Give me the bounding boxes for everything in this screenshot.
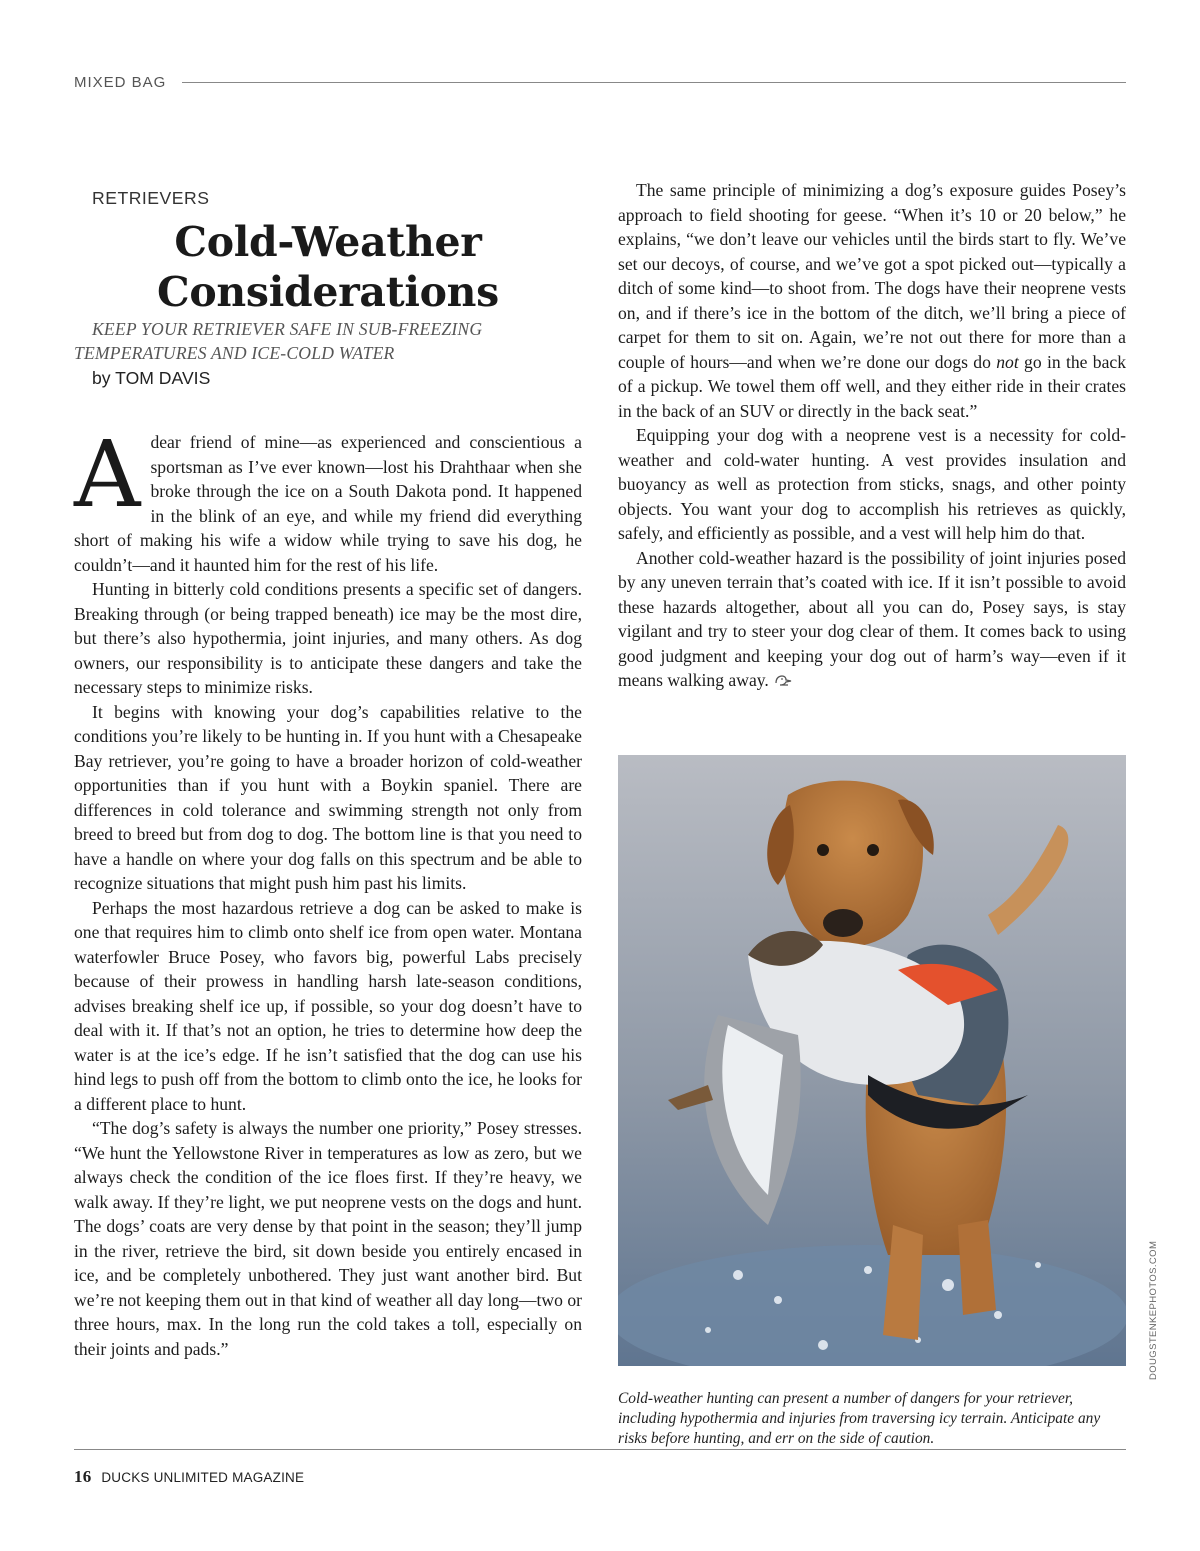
paragraph-6-text-b: go in the back of a pickup. We towel them off well, and they either ride in their crates in the back of an SUV or directly in the back seat.” bbox=[618, 351, 1126, 421]
paragraph-8-text: Another cold-weather hazard is the possibility of joint injuries posed by any uneven terrain that’s coated with ice. If it isn’t possible to avoid these hazards altogether, about all you can do, Posey says, is stay vigilant and try to steer your dog clear of them. It comes back to using good judgment and keeping your dog out of harm’s way—even if it means walking away. bbox=[618, 547, 1126, 690]
publication-name: DUCKS UNLIMITED MAGAZINE bbox=[101, 1470, 305, 1485]
footer-rule bbox=[74, 1449, 1126, 1450]
paragraph-7: Equipping your dog with a neoprene vest is a necessity for cold-weather and cold-water hunting. A vest provides insulation and buoyancy as well as protection from sticks, snags, and other pointy objects. You want your dog to accomplish his retrieves as quickly, safely, and efficiently as possible, and a vest will help him do that. bbox=[618, 425, 1126, 543]
article-kicker: RETRIEVERS bbox=[92, 188, 210, 208]
paragraph-5: “The dog’s safety is always the number one priority,” Posey stresses. “We hunt the Yellowstone River in temperatures as low as zero, but we always check the condition of the ice floes first. If they’re heavy, we walk away. If they’re light, we put neoprene vests on the dogs and hunt. The dogs’ coats are very dense by that point in the season; they’ll jump in the river, retrieve the bird, sit down beside you entirely encased in ice, and be completely unbothered. They just want another bird. But we’re not keeping them out in that kind of weather all day long—two or three hours, max. In the long run the cold takes a toll, especially on their joints and pads.” bbox=[74, 1118, 582, 1359]
right-column bbox=[618, 178, 1126, 693]
duckhead-end-icon bbox=[773, 673, 793, 687]
article-byline: by TOM DAVIS bbox=[92, 367, 211, 388]
section-label: MIXED BAG bbox=[74, 73, 167, 91]
drop-cap: A bbox=[74, 421, 141, 528]
photo-caption: Cold-weather hunting can present a number of dangers for your retriever, including hypothermia and injuries from traversing icy terrain. Anticipate any risks before hunting, and err on the side of caution. bbox=[618, 1390, 1101, 1447]
title-line-2: Considerations bbox=[157, 267, 499, 316]
paragraph-1-text: dear friend of mine—as experienced and conscientious a sportsman as I’ve ever known—lost his Drahthaar when she broke through the ice on a South Dakota pond. It happened in the blink of an eye, and while my friend did everything short of making his wife a widow while trying to save his dog, he couldn’t—and it haunted him for the rest of his life. bbox=[74, 432, 582, 575]
left-column bbox=[74, 186, 582, 1361]
paragraph-4: Perhaps the most hazardous retrieve a dog can be asked to make is one that requires him to climb onto shelf ice from open water. Montana waterfowler Bruce Posey, who favors big, powerful Labs precisely because of their prowess in handling harsh late-season conditions, advises breaking shelf ice up, if possible, so your dog doesn’t have to deal with it. If that’s not an option, he tries to determine how deep the water is at the ice’s edge. If he isn’t satisfied that the dog can use his hind legs to push off from the bottom to climb onto the ice, he looks for a different place to hunt. bbox=[74, 897, 582, 1114]
photo-credit: DOUGSTENKEPHOTOS.COM bbox=[1148, 1240, 1159, 1380]
deck-line-1: KEEP YOUR RETRIEVER SAFE IN SUB-FREEZING bbox=[92, 318, 483, 339]
title-line-1: Cold-Weather bbox=[174, 217, 482, 266]
article-title bbox=[74, 217, 582, 317]
section-rule bbox=[182, 82, 1126, 83]
deck-line-2: TEMPERATURES AND ICE-COLD WATER bbox=[74, 343, 395, 363]
paragraph-2: Hunting in bitterly cold conditions presents a specific set of dangers. Breaking through (or being trapped beneath) ice may be the most dire, but there’s also hypothermia, joint injuries, and many others. As dog owners, our responsibility is to anticipate these dangers and take the necessary steps to minimize risks. bbox=[74, 579, 582, 697]
page-number: 16 bbox=[74, 1467, 92, 1486]
paragraph-1 bbox=[74, 421, 582, 577]
photo-illustration bbox=[618, 755, 1126, 1366]
section-header bbox=[74, 71, 1126, 93]
article-body-left bbox=[74, 421, 582, 1361]
article-deck bbox=[74, 317, 582, 366]
paragraph-6-text-a: The same principle of minimizing a dog’s exposure guides Posey’s approach to field shooting for geese. “When it’s 10 or 20 below,” he explains, “we don’t leave our vehicles until the birds start to fly. We’ve set our decoys, of course, and we’ve got a spot picked out—typically a ditch of some kind—to shoot from. The dogs have their neoprene vests on, and if there’s ice in the bottom of the ditch, we’ll bring a piece of carpet for them to sit on. Again, we’re not out there for more than a couple of hours—and when we’re done our dogs do bbox=[618, 180, 1126, 372]
page-footer bbox=[74, 1467, 304, 1487]
paragraph-6-emphasis: not bbox=[996, 351, 1019, 372]
article-photo-dog-retrieving-duck bbox=[618, 755, 1126, 1366]
paragraph-6 bbox=[618, 178, 1126, 423]
paragraph-8 bbox=[618, 546, 1126, 693]
paragraph-3: It begins with knowing your dog’s capabilities relative to the conditions you’re likely to be hunting in. If you hunt with a Chesapeake Bay retriever, you’re going to have a broader horizon of cold-weather opportunities than if you hunt with a Boykin spaniel. There are differences in cold tolerance and swimming strength not only from breed to breed but from dog to dog. The bottom line is that you need to have a handle on where your dog falls on this spectrum and be able to recognize situations that might push him past his limits. bbox=[74, 701, 582, 893]
